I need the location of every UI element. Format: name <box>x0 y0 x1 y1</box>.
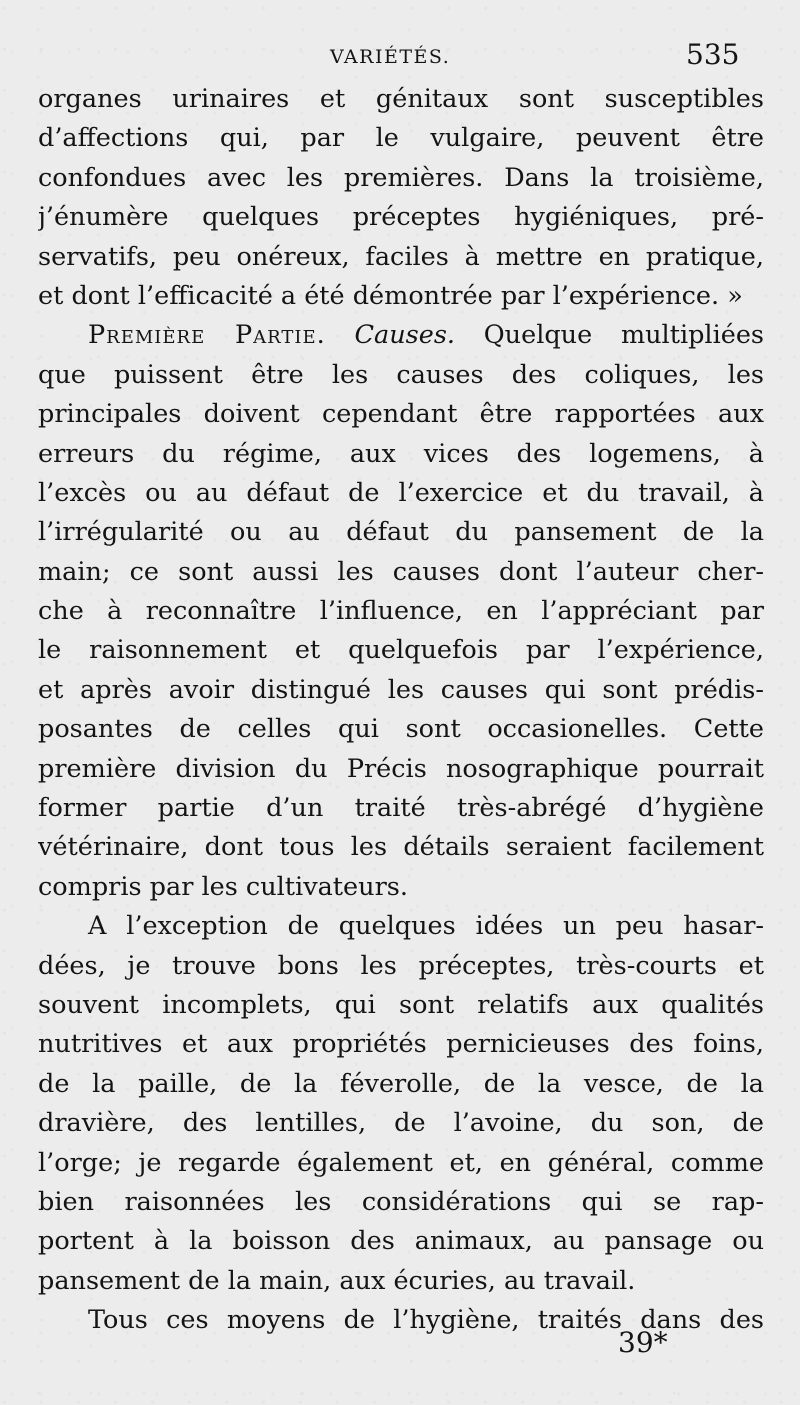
text-line: posantes de celles qui sont occasionelles. Cette <box>38 714 764 745</box>
running-head: VARIÉTÉS. <box>330 46 451 68</box>
text-line: que puissent être les causes des coliques, les <box>38 359 764 390</box>
text-line: compris par les cultivateurs. <box>38 871 408 902</box>
page-number: 535 <box>686 38 740 71</box>
text-line: portent à la boisson des animaux, au pansage ou <box>38 1226 764 1257</box>
text-line: dées, je trouve bons les préceptes, très-courts et <box>38 950 764 981</box>
text-line: souvent incomplets, qui sont relatifs aux qualités <box>38 989 764 1020</box>
text-line: servatifs, peu onéreux, faciles à mettre en pratique, <box>38 241 764 272</box>
text-line: che à reconnaître l’influence, en l’appréciant par <box>38 596 764 627</box>
text-line: A l’exception de quelques idées un peu hasar- <box>88 911 764 942</box>
section-heading-line <box>38 316 764 355</box>
text-line: d’affections qui, par le vulgaire, peuvent être <box>38 123 764 154</box>
text-line: nutritives et aux propriétés pernicieuses des foins, <box>38 1029 764 1060</box>
text-line: l’irrégularité ou au défaut du pansement de la <box>38 517 764 548</box>
signature-mark: 39* <box>618 1326 668 1359</box>
text-line: et dont l’efficacité a été démontrée par l’expérience. » <box>38 280 743 311</box>
text-span: Quelque multipliées <box>483 320 764 351</box>
section-subtitle: Causes. <box>354 320 456 351</box>
section-title: Première Partie. <box>88 320 326 351</box>
text-line: le raisonnement et quelquefois par l’expérience, <box>38 635 764 666</box>
text-line: première division du Précis nosographique pourrait <box>38 753 764 784</box>
text-line: j’énumère quelques préceptes hygiéniques, pré- <box>38 202 764 233</box>
text-line: organes urinaires et génitaux sont susceptibles <box>38 84 764 114</box>
text-line: de la paille, de la féverolle, de la vesce, de la <box>38 1068 764 1099</box>
text-line: pansement de la main, aux écuries, au travail. <box>38 1265 636 1296</box>
body-text <box>38 80 764 1341</box>
text-line: bien raisonnées les considérations qui se rap- <box>38 1186 764 1217</box>
text-line: dravière, des lentilles, de l’avoine, du son, de <box>38 1108 764 1139</box>
text-line: confondues avec les premières. Dans la troisième, <box>38 162 764 193</box>
text-line: main; ce sont aussi les causes dont l’auteur cher- <box>38 556 764 587</box>
text-line: et après avoir distingué les causes qui sont prédis- <box>38 674 764 705</box>
text-line: Tous ces moyens de l’hygiène, traités dans des <box>88 1305 764 1336</box>
text-line: vétérinaire, dont tous les détails seraient facilement <box>38 832 764 863</box>
text-line: erreurs du régime, aux vices des logemens, à <box>38 438 764 469</box>
text-line: former partie d’un traité très-abrégé d’hygiène <box>38 793 764 824</box>
text-line: principales doivent cependant être rapportées aux <box>38 399 764 430</box>
text-line: l’excès ou au défaut de l’exercice et du travail, à <box>38 477 764 508</box>
text-line: l’orge; je regarde également et, en général, comme <box>38 1147 764 1178</box>
page-header <box>0 38 800 78</box>
